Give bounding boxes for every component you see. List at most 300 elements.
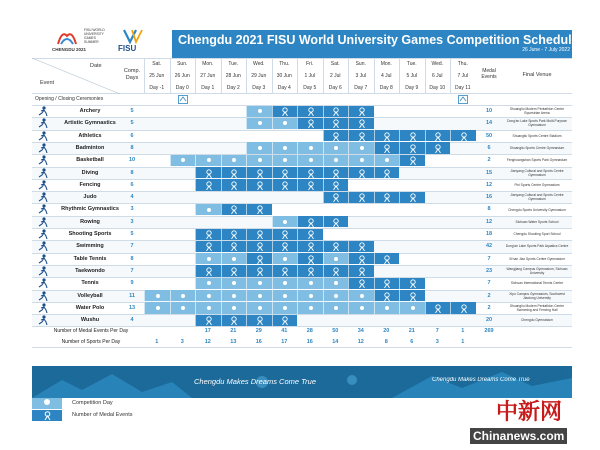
day-date: 5 Jul [406, 73, 418, 79]
schedule-cell-medal [272, 229, 298, 240]
day-date: 30 Jun [276, 73, 292, 79]
schedule-cell-medal [272, 315, 298, 326]
schedule-cell-medal [348, 167, 374, 178]
schedule-cell-medal [195, 315, 221, 326]
sport-final-venue: Chengdu Gymnasium [521, 318, 553, 323]
schedule-cell-medal [399, 130, 425, 141]
day-number-label: Day 8 [379, 85, 393, 91]
medal-icon [409, 156, 417, 165]
medal-icon [256, 255, 264, 264]
medal-icon [383, 292, 391, 301]
sport-name: Wushu [80, 317, 100, 324]
sport-medal-events: 6 [487, 144, 491, 151]
medal-icon [281, 230, 289, 239]
sport-final-venue: Jianyang Cultural and Sports Centre Gymnasium [510, 168, 564, 177]
competition-dot-icon [283, 158, 287, 162]
sport-pictogram-icon [38, 180, 48, 190]
ceremony-icon [178, 95, 188, 104]
schedule-cell-medal [399, 192, 425, 203]
sport-comp-days: 5 [130, 120, 134, 127]
day-weekday: Wed. [431, 61, 444, 67]
schedule-cell-competition [221, 302, 247, 313]
competition-dot-icon [156, 306, 160, 310]
competition-dot-icon [309, 281, 313, 285]
sport-final-venue: Sichuan Water Sports School [515, 219, 559, 224]
sports-per-day-value: 8 [384, 339, 388, 346]
medal-icon [205, 316, 213, 325]
schedule-cell-medal [272, 167, 298, 178]
medal-icon [230, 316, 238, 325]
day-date: 27 Jun [200, 73, 216, 79]
competition-dot-icon [283, 306, 287, 310]
medal-icon [281, 267, 289, 276]
schedule-cell-medal [374, 192, 400, 203]
logo-area [52, 26, 152, 58]
sport-name: Basketball [76, 157, 104, 164]
medals-per-day-label: Number of Medal Events Per Day [53, 328, 129, 335]
competition-dot-icon [283, 257, 287, 261]
sport-name: Athletics [78, 132, 102, 139]
medal-icon [281, 107, 289, 116]
day-number-label: Day 3 [252, 85, 266, 91]
competition-dot-icon [283, 281, 287, 285]
legend-swatch-competition-day [32, 398, 62, 409]
schedule-cell-medal [348, 192, 374, 203]
sports-per-day-value: 12 [357, 339, 364, 346]
schedule-cell-medal [221, 241, 247, 252]
sport-medal-events: 7 [487, 255, 491, 262]
day-weekday: Tue. [406, 61, 417, 67]
sport-pictogram-icon [38, 131, 48, 141]
competition-dot-icon [181, 306, 185, 310]
medal-icon [332, 242, 340, 251]
corner-date-label: Date [90, 63, 102, 69]
sports-per-day-value: 1 [461, 339, 465, 346]
medal-icon [307, 267, 315, 276]
competition-dot-icon [232, 158, 236, 162]
sports-per-day-value: 12 [204, 339, 211, 346]
medal-icon [256, 242, 264, 251]
day-number-label: Day 0 [175, 85, 189, 91]
competition-dot-icon [207, 281, 211, 285]
competition-dot-icon [156, 294, 160, 298]
medal-icon [307, 218, 315, 227]
schedule-cell-medal [323, 118, 349, 129]
sport-final-venue: Shuangliu Modern Pentathlon Centre Swimming and Fencing Hall [509, 303, 565, 312]
medal-icon [230, 230, 238, 239]
medal-icon [256, 205, 264, 214]
sport-medal-events: 2 [487, 292, 491, 299]
schedule-cell-medal [323, 192, 349, 203]
schedule-cell-medal [297, 167, 323, 178]
sport-comp-days: 4 [130, 194, 134, 201]
schedule-cell-medal [297, 241, 323, 252]
sport-medal-events: 18 [485, 231, 493, 237]
medal-icon [332, 132, 340, 141]
sport-pictogram-icon [38, 168, 48, 178]
schedule-cell-medal [221, 315, 247, 326]
medal-icon [332, 119, 340, 128]
schedule-cell-medal [195, 229, 221, 240]
day-number-label: Day -1 [149, 85, 165, 91]
medal-icon [358, 132, 366, 141]
day-number-label: Day 5 [303, 85, 317, 91]
sport-comp-days: 11 [129, 292, 135, 299]
day-number-label: Day 4 [277, 85, 291, 91]
schedule-cell-medal [246, 253, 272, 264]
sport-pictogram-icon [38, 229, 48, 239]
medal-icon [383, 279, 391, 288]
sports-per-day-value: 14 [332, 339, 339, 346]
schedule-cell-competition [246, 155, 272, 166]
competition-dot-icon [207, 257, 211, 261]
schedule-cell-medal [221, 229, 247, 240]
schedule-cell-competition [221, 290, 247, 301]
schedule-cell-medal [272, 265, 298, 276]
day-weekday: Mon. [202, 61, 214, 67]
schedule-cell-competition [195, 253, 221, 264]
schedule-cell-medal [450, 130, 476, 141]
day-number-label: Day 11 [455, 85, 471, 91]
watermark-chinanews-site: Chinanews.com [470, 428, 567, 444]
medals-per-day-value: 20 [383, 328, 390, 335]
sport-final-venue: Chengdu Sports University Gymnasium [508, 207, 566, 212]
medal-icon [383, 193, 391, 202]
schedule-cell-competition [399, 302, 425, 313]
sport-medal-events: 10 [485, 108, 493, 114]
schedule-cell-medal [246, 315, 272, 326]
medal-icon [256, 230, 264, 239]
schedule-cell-medal [297, 106, 323, 117]
medal-icon [307, 119, 315, 128]
sport-final-venue: Xipu Campus Gymnasium, Southwest Jiaotong University [509, 291, 565, 300]
sport-comp-days: 6 [130, 181, 134, 188]
schedule-cell-competition [246, 118, 272, 129]
medal-icon [205, 181, 213, 190]
sport-comp-days: 5 [130, 108, 134, 114]
schedule-cell-competition [246, 106, 272, 117]
schedule-cell-medal [348, 265, 374, 276]
sport-final-venue: Dong'an Lake Sports Park Multi-Purpose Gymnasium [507, 119, 567, 128]
medal-icon [358, 169, 366, 178]
schedule-cell-competition [323, 290, 349, 301]
schedule-cell-competition [170, 155, 196, 166]
sport-name: Volleyball [77, 292, 103, 299]
medal-icon [230, 267, 238, 276]
schedule-cell-medal [399, 142, 425, 153]
sport-comp-days: 9 [130, 280, 134, 287]
day-weekday: Tue. [228, 61, 239, 67]
sport-pictogram-icon [38, 192, 48, 202]
legend-swatch-medal-events [32, 410, 62, 421]
schedule-cell-competition [221, 278, 247, 289]
corner-event-label: Event [40, 80, 55, 86]
schedule-cell-competition [272, 278, 298, 289]
competition-dot-icon [258, 121, 262, 125]
schedule-cell-competition [348, 155, 374, 166]
competition-dot-icon [283, 146, 287, 150]
schedule-cell-competition [323, 302, 349, 313]
sport-final-venue: Jianyang Cultural and Sports Centre Gymnasium [510, 193, 564, 202]
competition-dot-icon [360, 158, 364, 162]
medals-per-day-value: 41 [281, 328, 288, 335]
schedule-cell-medal [246, 204, 272, 215]
day-date: 25 Jun [149, 73, 165, 79]
medals-per-day-value: 50 [332, 328, 339, 335]
schedule-cell-competition [348, 142, 374, 153]
day-date: 28 Jun [225, 73, 241, 79]
day-weekday: Fri. [306, 61, 314, 67]
schedule-cell-medal [246, 241, 272, 252]
fisu-logo-icon [122, 28, 144, 44]
day-weekday: Mon. [380, 61, 392, 67]
schedule-cell-competition [170, 302, 196, 313]
schedule-cell-medal [425, 142, 451, 153]
schedule-cell-medal [425, 302, 451, 313]
schedule-cell-competition [195, 278, 221, 289]
medals-per-day-value: 21 [408, 328, 415, 335]
medal-icon [205, 230, 213, 239]
schedule-cell-competition [246, 278, 272, 289]
sports-per-day-value: 1 [155, 339, 159, 346]
medal-icon [230, 169, 238, 178]
sport-medal-events: 15 [485, 169, 493, 176]
competition-dot-icon [232, 294, 236, 298]
legend-label-medal-events: Number of Medal Events [72, 412, 133, 418]
competition-dot-icon [207, 208, 211, 212]
sports-per-day-value: 16 [306, 339, 313, 346]
sport-medal-events: 2 [487, 304, 491, 311]
sport-medal-events: 8 [487, 206, 491, 213]
medal-icon [434, 144, 442, 153]
fisu-logo-text: FISU [118, 44, 137, 53]
medal-icon [307, 230, 315, 239]
day-date: 29 Jun [251, 73, 267, 79]
sport-pictogram-icon [38, 217, 48, 227]
medal-icon [358, 242, 366, 251]
medal-icon [256, 316, 264, 325]
competition-dot-icon [258, 146, 262, 150]
medal-icon [332, 267, 340, 276]
sport-name: Artistic Gymnastics [64, 120, 116, 127]
sport-name: Archery [79, 108, 101, 114]
medal-icon [358, 119, 366, 128]
sport-pictogram-icon [38, 143, 48, 153]
schedule-cell-competition [297, 142, 323, 153]
schedule-cell-medal [297, 118, 323, 129]
medal-icon [256, 267, 264, 276]
schedule-cell-competition [195, 290, 221, 301]
footer-slogan-secondary: Chengdu Makes Dreams Come True [432, 377, 530, 383]
medal-icon [332, 181, 340, 190]
competition-dot-icon [334, 158, 338, 162]
medal-icon [256, 181, 264, 190]
medal-icon [409, 279, 417, 288]
sport-medal-events: 12 [485, 181, 493, 188]
footer-banner [32, 366, 572, 398]
watermark-chinanews-cn: 中新网 [496, 399, 563, 425]
schedule-cell-medal [348, 278, 374, 289]
schedule-title: Chengdu 2021 FISU World University Games Competition Schedule [178, 33, 579, 47]
medal-icon [281, 316, 289, 325]
medals-per-day-value: 21 [230, 328, 237, 335]
schedule-cell-competition [246, 302, 272, 313]
sport-medal-events: 12 [485, 218, 493, 225]
schedule-date-range: 26 June - 7 July 2022 [522, 47, 570, 53]
sport-medal-events: 2 [487, 157, 491, 164]
day-date: 7 Jul [457, 73, 469, 79]
schedule-cell-medal [323, 216, 349, 227]
sport-final-venue: Pixi Sports Centre Gymnasium [514, 182, 560, 187]
competition-dot-icon [283, 220, 287, 224]
sport-final-venue: Wangjiang Campus Gymnasium, Sichuan University [506, 267, 568, 276]
legend-label-competition-day: Competition Day [72, 400, 113, 406]
medal-icon [409, 144, 417, 153]
competition-dot-icon [334, 146, 338, 150]
sport-comp-days: 5 [130, 231, 134, 237]
medals-per-day-value: 34 [357, 328, 364, 335]
competition-dot-icon [181, 158, 185, 162]
schedule-cell-medal [221, 204, 247, 215]
medal-icon [358, 107, 366, 116]
sport-pictogram-icon [38, 291, 48, 301]
medal-icon [307, 255, 315, 264]
day-weekday: Wed. [252, 61, 265, 67]
schedule-cell-medal [348, 253, 374, 264]
medal-icon [230, 242, 238, 251]
sports-per-day-value: 3 [435, 339, 439, 346]
sport-pictogram-icon [38, 241, 48, 251]
chengdu-logo-text: CHENGDU 2021 [52, 47, 87, 52]
schedule-cell-medal [246, 179, 272, 190]
medal-icon [307, 181, 315, 190]
sports-per-day-label: Number of Sports Per Day [61, 339, 121, 346]
competition-dot-icon [309, 294, 313, 298]
schedule-cell-competition [144, 302, 170, 313]
day-number-label: Day 6 [328, 85, 342, 91]
medal-icon [460, 304, 468, 313]
schedule-cell-medal [374, 290, 400, 301]
competition-dot-icon [181, 294, 185, 298]
sport-pictogram-icon [38, 118, 48, 128]
schedule-cell-medal [374, 142, 400, 153]
schedule-cell-medal [323, 241, 349, 252]
sport-comp-days: 8 [130, 255, 134, 262]
medal-icon [383, 132, 391, 141]
schedule-cell-medal [195, 241, 221, 252]
schedule-cell-medal [195, 167, 221, 178]
sport-comp-days: 3 [130, 218, 134, 225]
sport-medal-events: 20 [485, 317, 493, 324]
sport-name: Rowing [80, 218, 100, 225]
sport-name: Table Tennis [73, 255, 107, 262]
competition-dot-icon [258, 306, 262, 310]
sport-comp-days: 10 [128, 157, 136, 164]
competition-dot-icon [207, 306, 211, 310]
schedule-cell-medal [195, 179, 221, 190]
schedule-cell-medal [246, 167, 272, 178]
medal-icon [281, 181, 289, 190]
medal-icon [409, 132, 417, 141]
schedule-cell-competition [272, 142, 298, 153]
schedule-cell-medal [348, 118, 374, 129]
medal-icon [307, 242, 315, 251]
sport-medal-events: 42 [485, 243, 493, 250]
sport-medal-events: 23 [485, 267, 493, 274]
day-date: 2 Jul [329, 73, 341, 79]
day-date: 26 Jun [174, 73, 190, 79]
sport-final-venue: Shuangliu Sports Centre Gymnasium [509, 146, 565, 151]
sport-name: Diving [81, 169, 99, 176]
medal-icon [281, 242, 289, 251]
day-number-label: Day 10 [429, 85, 446, 91]
schedule-cell-competition [246, 142, 272, 153]
sport-comp-days: 8 [130, 169, 134, 176]
sport-name: Judo [83, 194, 97, 201]
sport-name: Water Polo [75, 304, 105, 311]
sport-final-venue: Dong'an Lake Sports Park Aquatics Centre [505, 244, 569, 249]
schedule-cell-competition [323, 253, 349, 264]
schedule-cell-competition [272, 302, 298, 313]
medal-icon [205, 267, 213, 276]
medals-per-day-value: 29 [255, 328, 262, 335]
competition-dot-icon [258, 294, 262, 298]
medal-icon [205, 242, 213, 251]
sport-name: Shooting Sports [68, 231, 112, 237]
medal-icon [358, 193, 366, 202]
schedule-cell-competition [272, 118, 298, 129]
sport-comp-days: 3 [130, 206, 134, 213]
competition-dot-icon [309, 158, 313, 162]
schedule-cell-medal [221, 265, 247, 276]
sport-final-venue: Chengdu Shooting Sport School [513, 232, 561, 237]
sport-name: Rhythmic Gymnastics [61, 206, 119, 213]
medal-icon [383, 255, 391, 264]
schedule-cell-medal [323, 179, 349, 190]
sport-pictogram-icon [38, 106, 48, 116]
ceremonies-label: Opening / Closing Ceremonies [35, 96, 104, 102]
schedule-cell-medal [246, 229, 272, 240]
competition-dot-icon [334, 306, 338, 310]
sport-name: Badminton [75, 144, 105, 151]
competition-dot-icon [385, 158, 389, 162]
day-number-label: Day 7 [354, 85, 368, 91]
medal-icon [205, 169, 213, 178]
competition-dot-icon [258, 109, 262, 113]
schedule-cell-medal [297, 253, 323, 264]
sport-comp-days: 8 [130, 144, 134, 151]
schedule-cell-medal [246, 265, 272, 276]
medal-icon [281, 169, 289, 178]
day-weekday: Sun. [355, 61, 366, 67]
competition-dot-icon [309, 306, 313, 310]
sport-pictogram-icon [38, 254, 48, 264]
sport-name: Tennis [81, 280, 99, 287]
competition-dot-icon [232, 281, 236, 285]
medal-icon [434, 132, 442, 141]
sport-pictogram-icon [38, 278, 48, 288]
medal-icon [230, 181, 238, 190]
schedule-cell-medal [399, 155, 425, 166]
competition-dot-icon [207, 294, 211, 298]
medal-icon [434, 304, 442, 313]
schedule-cell-competition [195, 204, 221, 215]
medal-icon [409, 193, 417, 202]
day-date: 4 Jul [380, 73, 392, 79]
sports-per-day-value: 17 [281, 339, 288, 346]
schedule-cell-medal [221, 179, 247, 190]
schedule-cell-medal [272, 179, 298, 190]
